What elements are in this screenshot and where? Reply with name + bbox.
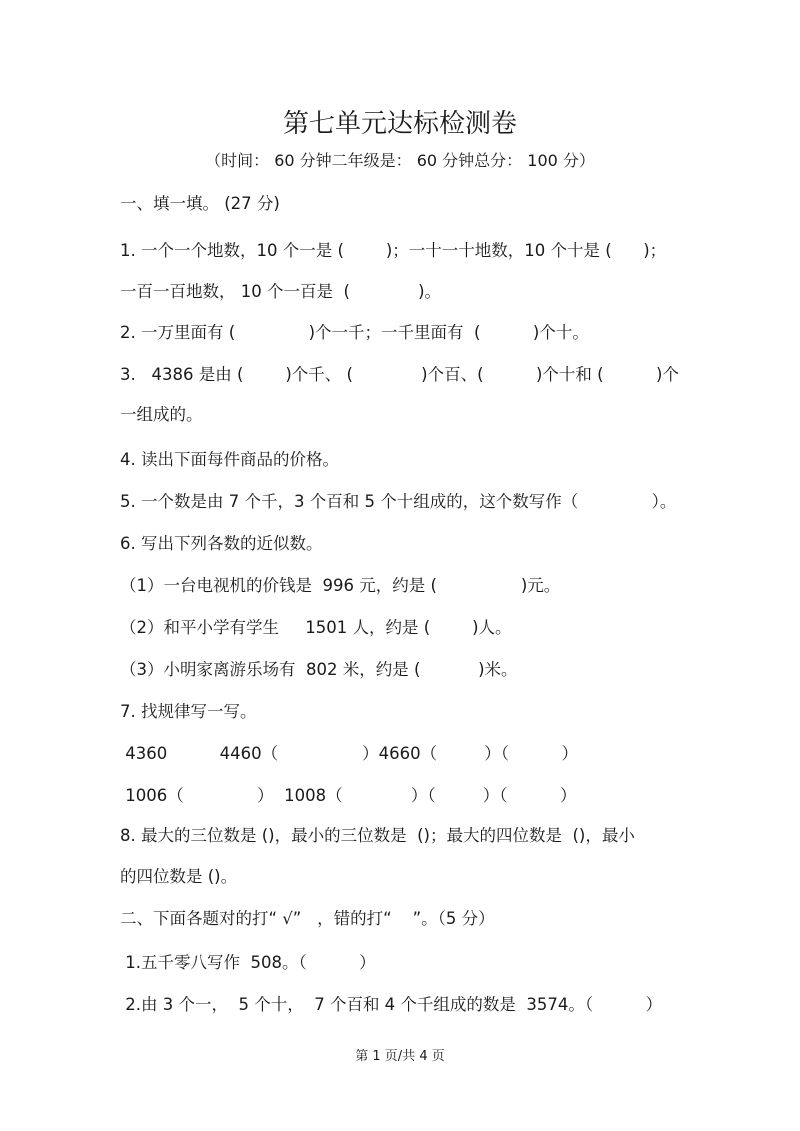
question-8: 8. 最大的三位数是 ()，最小的三位数是 ()；最大的四位数是 ()，最小 <box>120 826 635 845</box>
true-false-1: 1.五千零八写作 508。（ ） <box>120 953 376 972</box>
question-1: 1. 一个一个地数，10 个一是 ( )；一十一十地数，10 个十是 ( )； <box>120 241 667 260</box>
section-1-heading: 一、填一填。 (27 分) <box>120 194 280 213</box>
exam-info: （时间： 60 分钟二年级是： 60 分钟总分： 100 分） <box>205 151 595 170</box>
page-footer: 第 1 页/共 4 页 <box>355 1049 445 1064</box>
question-6: 6. 写出下列各数的近似数。 <box>120 534 323 553</box>
question-3-continued: 一组成的。 <box>120 405 203 424</box>
question-7: 7. 找规律写一写。 <box>120 702 257 721</box>
question-6-item-1: （1）一台电视机的价钱是 996 元，约是 ( )元。 <box>120 576 561 595</box>
question-8-continued: 的四位数是 ()。 <box>120 867 238 886</box>
question-5: 5. 一个数是由 7 个千，3 个百和 5 个十组成的，这个数写作（ ）。 <box>120 492 677 511</box>
question-2: 2. 一万里面有 ( )个一千；一千里面有 ( )个十。 <box>120 323 589 342</box>
question-7-sequence-1: 4360 4460（ ）4660（ ）（ ） <box>120 744 578 763</box>
section-2-heading: 二、下面各题对的打“ √” ，错的打“ ”。（5 分） <box>120 909 495 928</box>
question-6-item-3: （3）小明家离游乐场有 802 米，约是 ( )米。 <box>120 660 518 679</box>
question-7-sequence-2: 1006（ ） 1008（ ）（ ）（ ） <box>120 786 577 805</box>
true-false-2: 2.由 3 个一， 5 个十， 7 个百和 4 个千组成的数是 3574。（ ） <box>120 995 663 1014</box>
question-4: 4. 读出下面每件商品的价格。 <box>120 450 339 469</box>
question-6-item-2: （2）和平小学有学生 1501 人，约是 ( )人。 <box>120 618 512 637</box>
question-1-continued: 一百一百地数， 10 个一百是 ( )。 <box>120 282 442 301</box>
question-3: 3. 4386 是由 ( )个千、 ( )个百、( )个十和 ( )个 <box>120 365 679 384</box>
page-title: 第七单元达标检测卷 <box>282 109 517 139</box>
